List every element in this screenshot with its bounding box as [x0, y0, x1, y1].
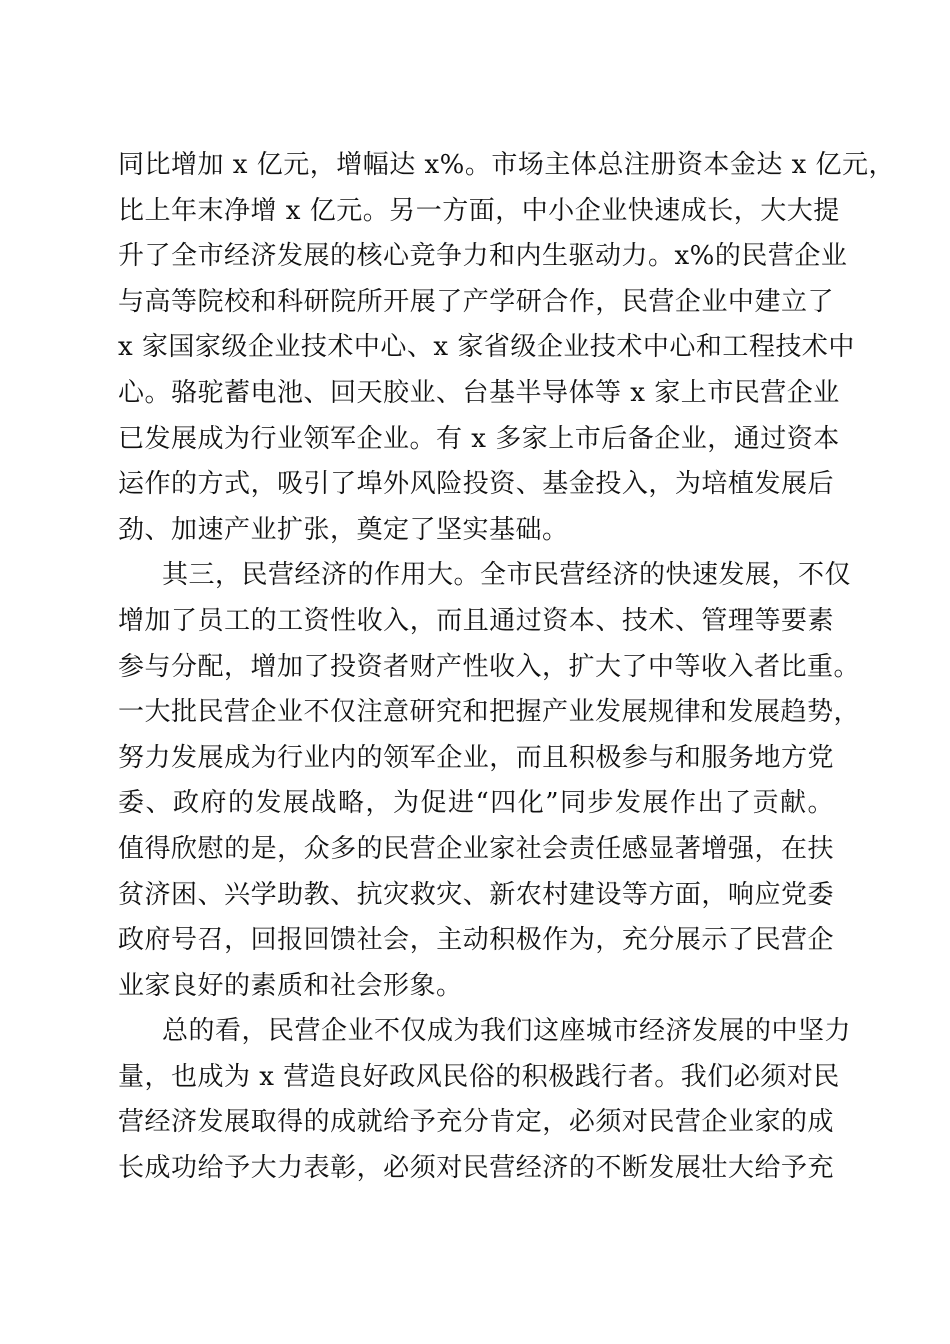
text-line: 增加了员工的工资性收入，而且通过资本、技术、管理等要素 [118, 605, 834, 636]
text-line: 值得欣慰的是，众多的民营企业家社会责任感显著增强，在扶 [118, 833, 834, 864]
text-line: 政府号召，回报回馈社会，主动积极作为，充分展示了民营企 [118, 925, 834, 956]
text-line: x 家国家级企业技术中心、x 家省级企业技术中心和工程技术中 [118, 332, 855, 363]
text-line: 量，也成为 x 营造良好政风民俗的积极践行者。我们必须对民 [118, 1061, 840, 1092]
text-line: 升了全市经济发展的核心竞争力和内生驱动力。x%的民营企业 [118, 241, 848, 272]
text-line: 努力发展成为行业内的领军企业，而且积极参与和服务地方党 [118, 742, 834, 773]
paragraph-start-line: 其三，民营经济的作用大。全市民营经济的快速发展，不仅 [162, 560, 852, 591]
text-line: 同比增加 x 亿元，增幅达 x%。市场主体总注册资本金达 x 亿元， [118, 150, 896, 180]
text-line: 委、政府的发展战略，为促进“四化”同步发展作出了贡献。 [118, 788, 834, 819]
text-line: 营经济发展取得的成就给予充分肯定，必须对民营企业家的成 [118, 1107, 834, 1138]
text-line: 心。骆驼蓄电池、回天胶业、台基半导体等 x 家上市民营企业 [118, 377, 840, 408]
paragraph-start-line: 总的看，民营企业不仅成为我们这座城市经济发展的中坚力 [162, 1016, 852, 1047]
text-line: 业家良好的素质和社会形象。 [118, 970, 463, 1001]
text-line: 贫济困、兴学助教、抗灾救灾、新农村建设等方面，响应党委 [118, 879, 834, 910]
text-line: 参与分配，增加了投资者财产性收入，扩大了中等收入者比重。 [118, 651, 861, 682]
text-line: 运作的方式，吸引了埠外风险投资、基金投入，为培植发展后 [118, 469, 834, 500]
text-line: 一大批民营企业不仅注意研究和把握产业发展规律和发展趋势， [118, 697, 861, 728]
text-line: 长成功给予大力表彰，必须对民营经济的不断发展壮大给予充 [118, 1153, 834, 1184]
document-body [118, 143, 896, 1192]
text-line: 与高等院校和科研院所开展了产学研合作，民营企业中建立了 [118, 286, 834, 317]
text-line: 已发展成为行业领军企业。有 x 多家上市后备企业，通过资本 [118, 423, 840, 454]
text-line: 劲、加速产业扩张，奠定了坚实基础。 [118, 514, 569, 545]
text-line: 比上年末净增 x 亿元。另一方面，中小企业快速成长，大大提 [118, 195, 840, 226]
